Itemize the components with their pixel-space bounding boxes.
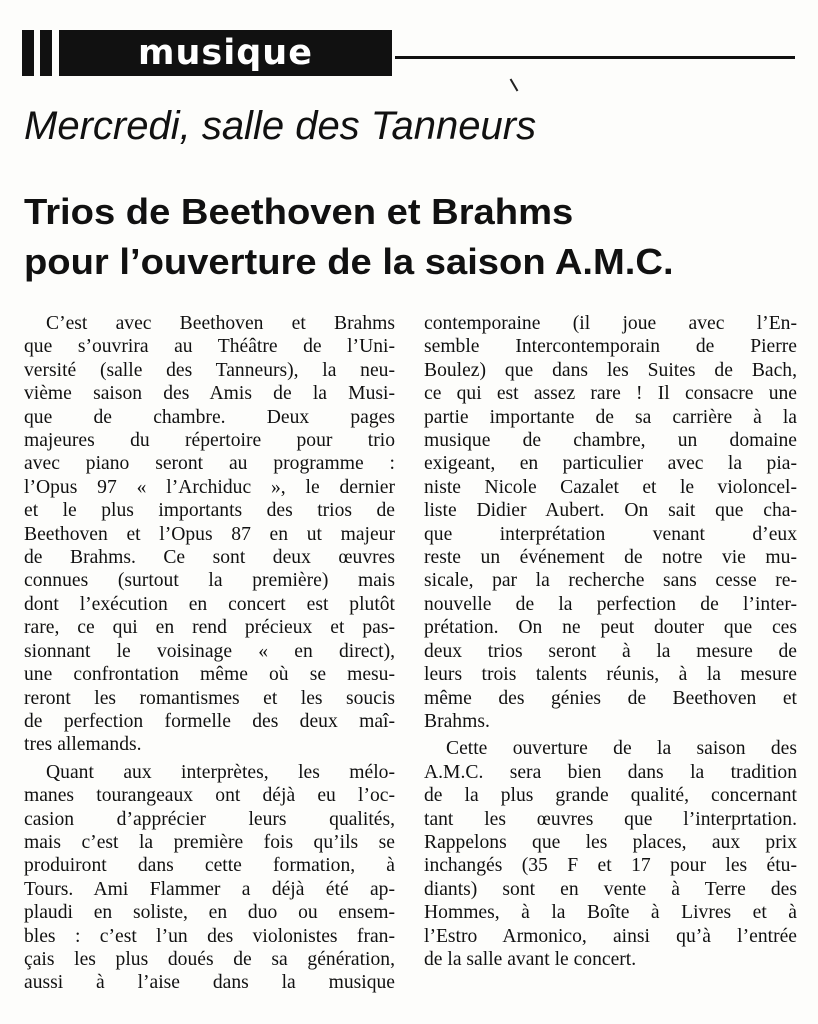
text-line: mais c’est la première fois qu’ils se [24,831,395,853]
text-line: une confrontation même où se mesu- [24,664,395,686]
text-line: de la salle avant le concert. [424,948,637,970]
text-line: contemporaine (il joue avec l’En- [424,313,797,334]
text-line: Cette ouverture de la saison des [446,738,797,760]
text-line: niste Nicole Cazalet et le violoncel- [424,476,797,498]
text-line: tres allemands. [24,734,142,756]
kicker: Mercredi, salle des Tanneurs [24,104,537,148]
text-line: vième saison des Amis de la Musi- [24,383,395,405]
text-line: versité (salle des Tanneurs), la neu- [24,359,395,381]
text-line: sionnant le voisinage « en direct), [24,640,395,662]
section-label: musique [138,33,313,73]
text-line: leurs trois talents réunis, à la mesure [424,664,797,686]
text-line: rare, ce qui en rend précieux et pas- [24,617,395,639]
text-line: tant les œuvres que l’interprtation. [424,808,797,830]
headline [24,187,818,287]
article-column-right [424,312,797,971]
print-mark [510,78,519,91]
text-line: C’est avec Beethoven et Brahms [46,313,395,334]
text-line: que s’ouvrira au Théâtre de l’Uni- [24,336,395,358]
text-line: majeures du répertoire pour trio [24,430,395,452]
text-line: liste Didier Aubert. On sait que cha- [424,500,797,522]
text-line: Hommes, à la Boîte à Livres et à [424,902,797,924]
text-line: Brahms. [424,710,490,732]
text-line: Beethoven et l’Opus 87 en ut majeur [24,523,395,545]
text-line: partie importante de sa carrière à la [424,406,797,428]
text-line: diants) sont en vente à Terre des [424,878,797,900]
text-line: Quant aux interprètes, les mélo- [46,761,395,783]
text-line: de perfection formelle des deux maî- [24,710,395,732]
text-line: Tours. Ami Flammer a déjà été ap- [24,878,395,900]
text-line: l’Estro Armonico, ainsi qu’à l’entrée [424,925,797,947]
text-line: que interprétation venant d’eux [424,523,797,545]
text-line: avec piano seront au programme : [24,453,395,475]
text-line: A.M.C. sera bien dans la tradition [424,761,797,783]
section-header [59,30,392,76]
text-line: Rappelons que les places, aux prix [424,831,797,853]
text-line: de Brahms. Ce sont deux œuvres [24,547,395,569]
headline-line: pour l’ouverture de la saison A.M.C. [24,241,674,282]
text-line: sicale, par la recherche sans cesse re- [424,570,797,592]
text-line: nouvelle de la perfection de l’inter- [424,593,797,615]
text-line: manes tourangeaux ont déjà eu l’oc- [24,785,395,807]
text-line: ce qui est assez rare ! Il consacre une [424,383,797,405]
text-line: dont l’exécution en concert est plutôt [24,593,395,615]
text-line: musique de chambre, un domaine [424,430,797,452]
text-line: connues (surtout la première) mais [24,570,395,592]
text-line: casion d’apprécier leurs qualités, [24,808,395,830]
headline-line: Trios de Beethoven et Brahms [24,191,574,232]
header-rule-block-right [40,30,52,76]
text-line: que de chambre. Deux pages [24,406,395,428]
text-line: Boulez) que dans les Suites de Bach, [424,359,797,381]
text-line: bles : c’est l’un des violonistes fran- [24,925,395,947]
text-line: reront les romantismes et les soucis [24,687,395,709]
text-line: prétation. On ne peut douter que ces [424,617,797,639]
text-line: aussi à l’aise dans la musique [24,972,395,994]
text-line: plaudi en soliste, en duo ou ensem- [24,902,395,924]
text-line: semble Intercontemporain de Pierre [424,336,797,358]
text-line: et le plus importants des trios de [24,500,395,522]
text-line: produiront dans cette formation, à [24,855,395,877]
header-rule-line [395,56,795,59]
text-line: çais les plus doués de sa génération, [24,948,395,970]
text-line: deux trios seront à la mesure de [424,640,797,662]
text-line: l’Opus 97 « l’Archiduc », le dernier [24,476,395,498]
article-column-left [24,312,395,995]
text-line: même des génies de Beethoven et [424,687,797,709]
text-line: reste un événement de notre vie mu- [424,547,797,569]
text-line: exigeant, en particulier avec la pia- [424,453,797,475]
text-line: de la plus grande qualité, concernant [424,785,797,807]
text-line: inchangés (35 F et 17 pour les étu- [424,855,797,877]
header-rule-block-left [22,30,34,76]
